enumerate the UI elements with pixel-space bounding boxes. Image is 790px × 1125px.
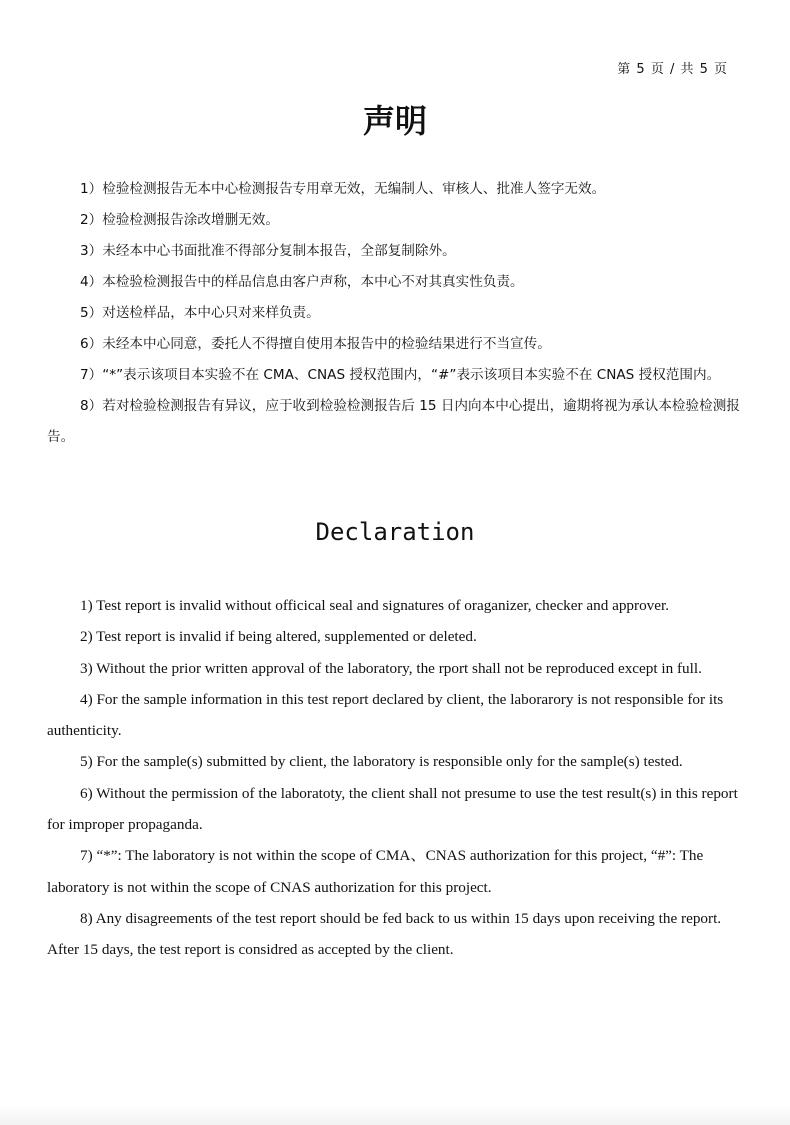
en-item: 6) Without the permission of the laboratoty, the client shall not presume to use the test result(s) in this report for improper propaganda. <box>47 784 738 834</box>
en-item: 8) Any disagreements of the test report should be fed back to us within 15 days upon receiving the report. After 15 days, the test report is considred as accepted by the client. <box>47 909 722 959</box>
en-title: Declaration <box>315 518 475 546</box>
cn-item: 1）检验检测报告无本中心检测报告专用章无效，无编制人、审核人、批准人签字无效。 <box>80 181 606 197</box>
en-item: 7) “*”: The laboratory is not within the scope of CMA、CNAS authorization for this project, “#”: The laboratory is not within the scope of CNAS authorization for this project. <box>47 847 704 896</box>
cn-item: 5）对送检样品，本中心只对来样负责。 <box>80 305 320 321</box>
en-declaration-list <box>47 590 747 966</box>
cn-title: 声明 <box>362 102 427 140</box>
cn-item: 3）未经本中心书面批准不得部分复制本报告，全部复制除外。 <box>80 243 456 259</box>
cn-item: 7）“*”表示该项目本实验不在 CMA、CNAS 授权范围内，“#”表示该项目本实验不在 CNAS 授权范围内。 <box>80 367 721 383</box>
page-bottom-shadow <box>0 1105 790 1125</box>
cn-item: 6）未经本中心同意，委托人不得擅自使用本报告中的检验结果进行不当宣传。 <box>80 336 551 352</box>
en-item: 5) For the sample(s) submitted by client, the laboratory is responsible only for the sample(s) tested. <box>80 753 683 771</box>
en-item: 1) Test report is invalid without officical seal and signatures of oraganizer, checker and approver. <box>80 597 670 614</box>
en-item: 3) Without the prior written approval of the laboratory, the rport shall not be reproduced except in full. <box>80 659 702 677</box>
cn-item: 2）检验检测报告涂改增删无效。 <box>80 212 279 228</box>
en-item: 2) Test report is invalid if being altered, supplemented or deleted. <box>80 628 477 646</box>
cn-declaration-list <box>47 174 747 453</box>
cn-item: 8）若对检验检测报告有异议，应于收到检验检测报告后 15 日内向本中心提出，逾期将视为承认本检验检测报告。 <box>47 398 740 445</box>
cn-item: 4）本检验检测报告中的样品信息由客户声称，本中心不对其真实性负责。 <box>80 274 524 290</box>
en-item: 4) For the sample information in this test report declared by client, the laborarory is not responsible for its authenticity. <box>47 690 724 740</box>
page-number: 第 5 页 / 共 5 页 <box>617 62 728 77</box>
